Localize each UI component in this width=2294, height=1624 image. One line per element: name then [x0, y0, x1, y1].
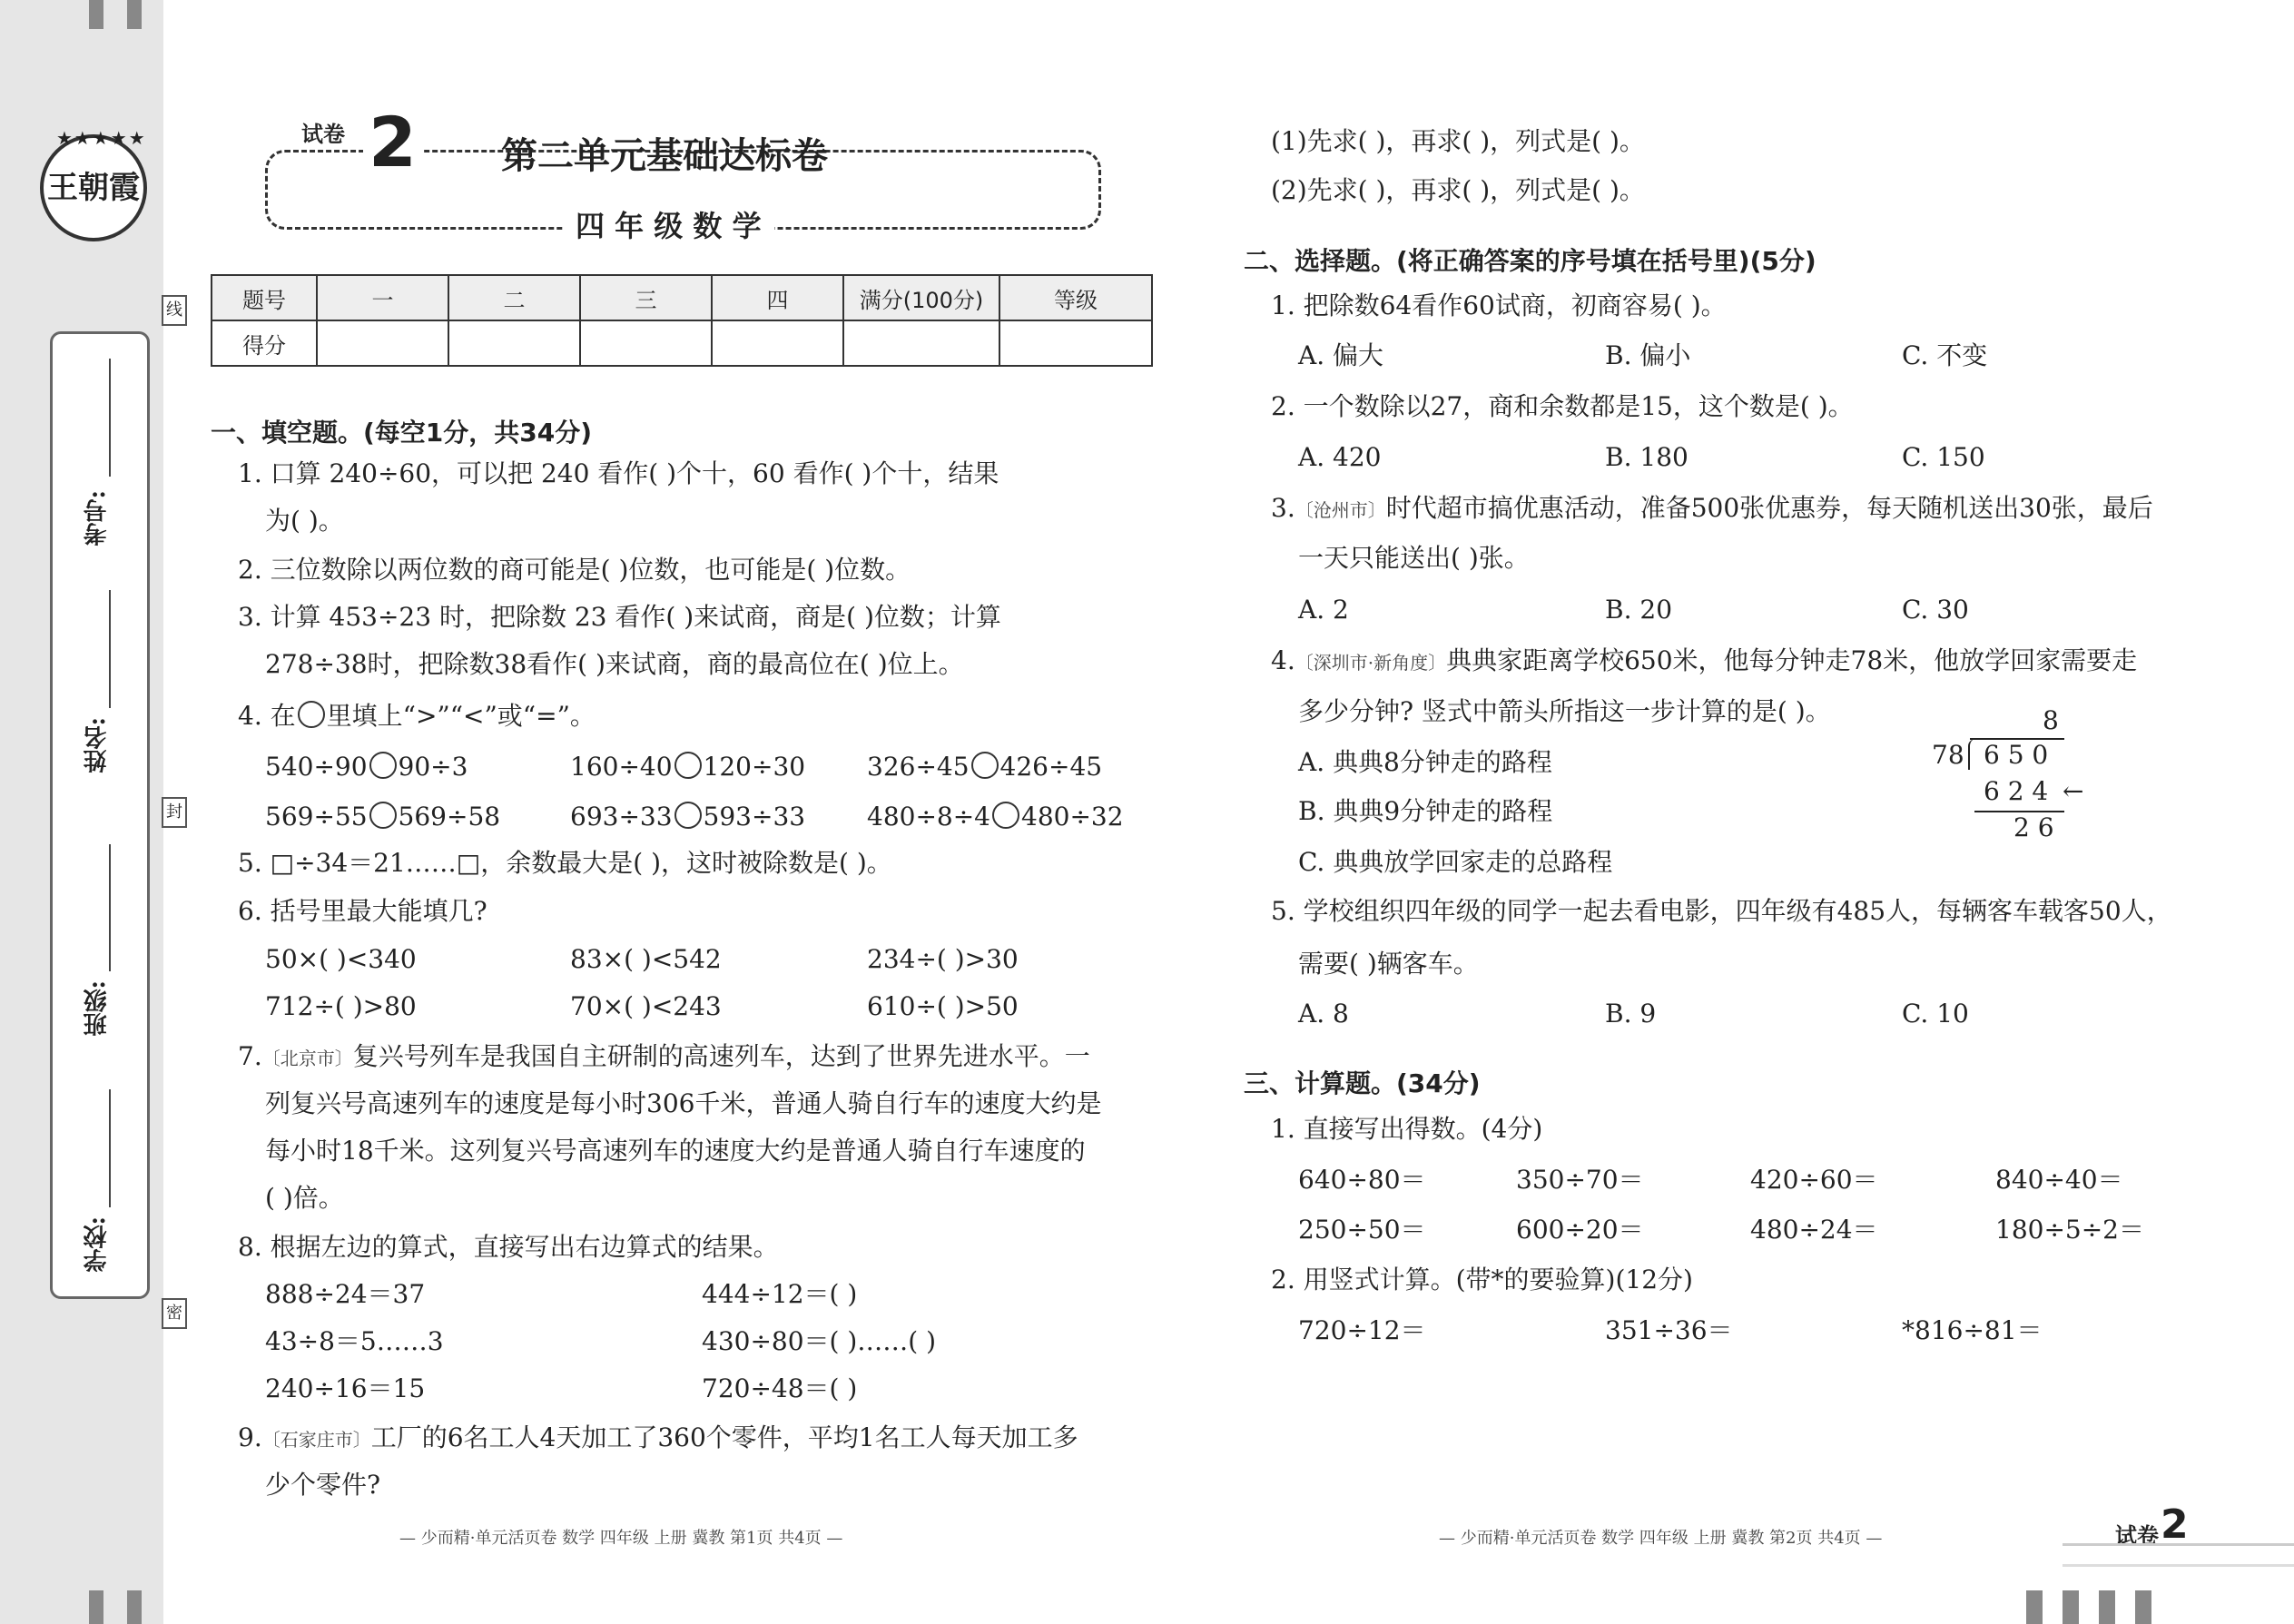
region-tag: 〔深圳市·新角度〕	[1295, 652, 1447, 674]
section-2-title: 二、选择题。(将正确答案的序号填在括号里)(5分)	[1244, 246, 1816, 276]
compare-circle[interactable]	[674, 752, 702, 779]
question-3-line-2: 278÷38时，把除数38看作( )来试商，商的最高位在( )位上。	[265, 649, 964, 679]
choice-option[interactable]: C. 30	[1902, 595, 1969, 625]
top-mark	[89, 0, 103, 29]
given-equation: 888÷24＝37	[265, 1279, 426, 1309]
division-dividend: 6 5 0	[1984, 740, 2049, 770]
answer-equation: 444÷12＝( )	[702, 1279, 858, 1309]
region-tag: 〔石家庄市〕	[261, 1429, 371, 1451]
question-4	[238, 701, 596, 729]
region-tag: 〔北京市〕	[261, 1048, 353, 1069]
section-1-title: 一、填空题。(每空1分，共34分)	[211, 418, 593, 448]
calc-item: 250÷50＝	[1298, 1215, 1426, 1245]
choice-3-line-2: 一天只能送出( )张。	[1298, 543, 1530, 573]
calc-item: 420÷60＝	[1750, 1165, 1878, 1195]
calc-item: 640÷80＝	[1298, 1165, 1426, 1195]
calc-item: 720÷12＝	[1298, 1315, 1426, 1345]
compare-item: 160÷40 120÷30	[570, 752, 806, 782]
fill-item: 50×( )<340	[265, 944, 417, 974]
division-divisor: 78	[1932, 740, 1964, 770]
choice-option[interactable]: C. 典典放学回家走的总路程	[1298, 847, 1613, 877]
score-cell[interactable]	[999, 320, 1152, 366]
choice-option[interactable]: C. 不变	[1902, 340, 1988, 370]
choice-option[interactable]: A. 偏大	[1298, 340, 1384, 370]
question-1-line-1: 1. 口算 240÷60，可以把 240 看作( )个十，60 看作( )个十，结果	[238, 458, 999, 488]
question-1-line-2: 为( )。	[265, 506, 344, 536]
question-3-line-1: 3. 计算 453÷23 时，把除数 23 看作( )来试商，商是( )位数；计算	[238, 602, 1001, 632]
bottom-mark	[2135, 1590, 2151, 1624]
question-7-line-3: 每小时18千米。这列复兴号高速列车的速度大约是普通人骑自行车速度的	[265, 1136, 1086, 1166]
fill-line-2: (2)先求( )，再求( )，列式是( )。	[1271, 175, 1645, 205]
compare-item: 569÷55 569÷58	[265, 802, 501, 832]
choice-option[interactable]: B. 20	[1605, 595, 1673, 625]
answer-equation: 430÷80＝( )……( )	[702, 1326, 937, 1356]
badge-number: 2	[363, 102, 422, 182]
choice-5-line-1: 5. 学校组织四年级的同学一起去看电影，四年级有485人，每辆客车载客50人，	[1271, 896, 2172, 926]
logo	[40, 134, 147, 241]
compare-item: 326÷45 426÷45	[867, 752, 1103, 782]
bottom-mark	[89, 1590, 103, 1624]
calc-2: 2. 用竖式计算。(带*的要验算)(12分)	[1271, 1265, 1693, 1294]
table-header-cell: 四	[712, 275, 843, 320]
compare-circle[interactable]	[369, 802, 397, 829]
table-header-cell: 等级	[999, 275, 1152, 320]
question-8: 8. 根据左边的算式，直接写出右边算式的结果。	[238, 1232, 779, 1262]
student-info-box	[50, 331, 150, 1299]
table-row	[212, 320, 1152, 366]
top-mark	[127, 0, 142, 29]
page-footer-left: — 少而精·单元活页卷 数学 四年级 上册 冀教 第1页 共4页 —	[399, 1529, 843, 1548]
score-row-label: 得分	[212, 320, 317, 366]
question-9-line-2: 少个零件?	[265, 1470, 381, 1500]
answer-equation: 720÷48＝( )	[702, 1373, 858, 1403]
question-7-line-2: 列复兴号高速列车的速度是每小时306千米，普通人骑自行车的速度大约是	[265, 1088, 1102, 1118]
choice-option[interactable]: B. 偏小	[1605, 340, 1691, 370]
logo-stars-icon: ★★★★★	[56, 127, 147, 149]
calc-1: 1. 直接写出得数。(4分)	[1271, 1114, 1543, 1144]
arrow-left-icon: ←	[2063, 776, 2084, 806]
score-cell[interactable]	[448, 320, 580, 366]
given-equation: 43÷8＝5……3	[265, 1326, 444, 1356]
question-9-line-1: 9.〔石家庄市〕工厂的6名工人4天加工了360个零件，平均1名工人每天加工多	[238, 1422, 1078, 1452]
calc-item: 600÷20＝	[1516, 1215, 1644, 1245]
choice-option[interactable]: C. 150	[1902, 442, 1985, 472]
school-field[interactable]	[109, 1089, 111, 1207]
compare-item: 693÷33 593÷33	[570, 802, 806, 832]
school-label: 学校:	[84, 1216, 111, 1273]
choice-5-line-2: 需要( )辆客车。	[1298, 949, 1479, 979]
bottom-mark	[2026, 1590, 2043, 1624]
compare-circle[interactable]	[971, 752, 999, 779]
choice-option[interactable]: C. 10	[1902, 999, 1969, 1029]
table-header-cell: 一	[317, 275, 448, 320]
score-cell[interactable]	[712, 320, 843, 366]
question-5: 5. □÷34＝21……□，余数最大是( )，这时被除数是( )。	[238, 848, 892, 878]
page-subtitle: 四 年 级 数 学	[563, 203, 774, 245]
bottom-mark	[127, 1590, 142, 1624]
question-6: 6. 括号里最大能填几?	[238, 896, 487, 926]
choice-option[interactable]: A. 8	[1298, 999, 1349, 1029]
given-equation: 240÷16＝15	[265, 1373, 426, 1403]
id-label: 考号:	[84, 490, 111, 546]
corner-badge-number: 2	[2161, 1501, 2189, 1548]
choice-option[interactable]: B. 典典9分钟走的路程	[1298, 796, 1553, 826]
choice-option[interactable]: B. 180	[1605, 442, 1689, 472]
corner-badge-label: 试卷	[2115, 1523, 2159, 1549]
fill-item: 83×( )<542	[570, 944, 722, 974]
fill-item: 70×( )<243	[570, 991, 722, 1021]
choice-option[interactable]: A. 典典8分钟走的路程	[1298, 747, 1552, 777]
name-label: 姓名:	[84, 717, 111, 773]
calc-item: 480÷24＝	[1750, 1215, 1878, 1245]
compare-item: 480÷8÷4 480÷32	[867, 802, 1124, 832]
region-tag: 〔沧州市〕	[1295, 499, 1386, 521]
table-header-cell: 二	[448, 275, 580, 320]
fill-item: 610÷( )>50	[867, 991, 1019, 1021]
table-header-cell: 三	[580, 275, 712, 320]
cut-mark-xian: 线	[162, 295, 187, 326]
calc-item: 350÷70＝	[1516, 1165, 1644, 1195]
division-product: 6 2 4	[1984, 776, 2049, 806]
question-7-line-1: 7.〔北京市〕复兴号列车是我国自主研制的高速列车，达到了世界先进水平。一	[238, 1041, 1090, 1071]
bottom-mark	[2099, 1590, 2115, 1624]
choice-option[interactable]: A. 2	[1298, 595, 1349, 625]
question-4-suffix: 里填上“>”“<”或“=”。	[326, 701, 596, 731]
compare-circle[interactable]	[369, 752, 397, 779]
choice-3-line-1: 3.〔沧州市〕时代超市搞优惠活动，准备500张优惠券，每天随机送出30张，最后	[1271, 493, 2153, 523]
fill-line-1: (1)先求( )，再求( )，列式是( )。	[1271, 126, 1645, 156]
question-4-prefix: 4. 在	[238, 701, 296, 731]
page-title: 第二单元基础达标卷	[501, 135, 828, 177]
choice-4-line-1: 4.〔深圳市·新角度〕典典家距离学校650米，他每分钟走78米，他放学回家需要走	[1271, 645, 2138, 675]
question-2: 2. 三位数除以两位数的商可能是( )位数，也可能是( )位数。	[238, 555, 911, 585]
bottom-mark	[2063, 1590, 2079, 1624]
cut-mark-feng: 封	[162, 797, 187, 828]
choice-1: 1. 把除数64看作60试商，初商容易( )。	[1271, 290, 1727, 320]
choice-option[interactable]: B. 9	[1605, 999, 1657, 1029]
wave-decoration	[2063, 1543, 2294, 1567]
division-quotient: 8	[2043, 705, 2059, 735]
calc-item: *816÷81＝	[1902, 1315, 2043, 1345]
id-field[interactable]	[109, 359, 111, 477]
page-footer-right: — 少而精·单元活页卷 数学 四年级 上册 冀教 第2页 共4页 —	[1439, 1529, 1883, 1548]
compare-item: 540÷90 90÷3	[265, 752, 468, 782]
division-bracket	[1968, 739, 1975, 770]
score-cell[interactable]	[580, 320, 712, 366]
choice-option[interactable]: A. 420	[1298, 442, 1382, 472]
table-header-cell: 题号	[212, 275, 317, 320]
score-table	[211, 274, 1153, 367]
section-3-title: 三、计算题。(34分)	[1244, 1068, 1481, 1098]
fill-item: 234÷( )>30	[867, 944, 1019, 974]
compare-circle[interactable]	[674, 802, 702, 829]
compare-circle[interactable]	[992, 802, 1019, 829]
calc-item: 840÷40＝	[1995, 1165, 2123, 1195]
choice-2: 2. 一个数除以27，商和余数都是15，这个数是( )。	[1271, 391, 1854, 421]
question-7-line-4: ( )倍。	[265, 1183, 344, 1213]
fill-item: 712÷( )>80	[265, 991, 417, 1021]
cut-mark-mi: 密	[162, 1298, 187, 1329]
badge-label: 试卷	[298, 116, 349, 148]
class-field[interactable]	[109, 844, 111, 971]
table-row	[212, 275, 1152, 320]
circle-icon	[298, 701, 325, 728]
calc-item: 351÷36＝	[1605, 1315, 1733, 1345]
name-field[interactable]	[109, 590, 111, 708]
calc-item: 180÷5÷2＝	[1995, 1215, 2144, 1245]
score-cell[interactable]	[843, 320, 999, 366]
division-remainder: 2 6	[2013, 812, 2054, 842]
table-header-cell: 满分(100分)	[843, 275, 999, 320]
score-cell[interactable]	[317, 320, 448, 366]
choice-4-line-2: 多少分钟? 竖式中箭头所指这一步计算的是( )。	[1298, 696, 1831, 726]
logo-text: 王朝霞	[47, 170, 140, 206]
class-label: 班级:	[84, 980, 111, 1037]
